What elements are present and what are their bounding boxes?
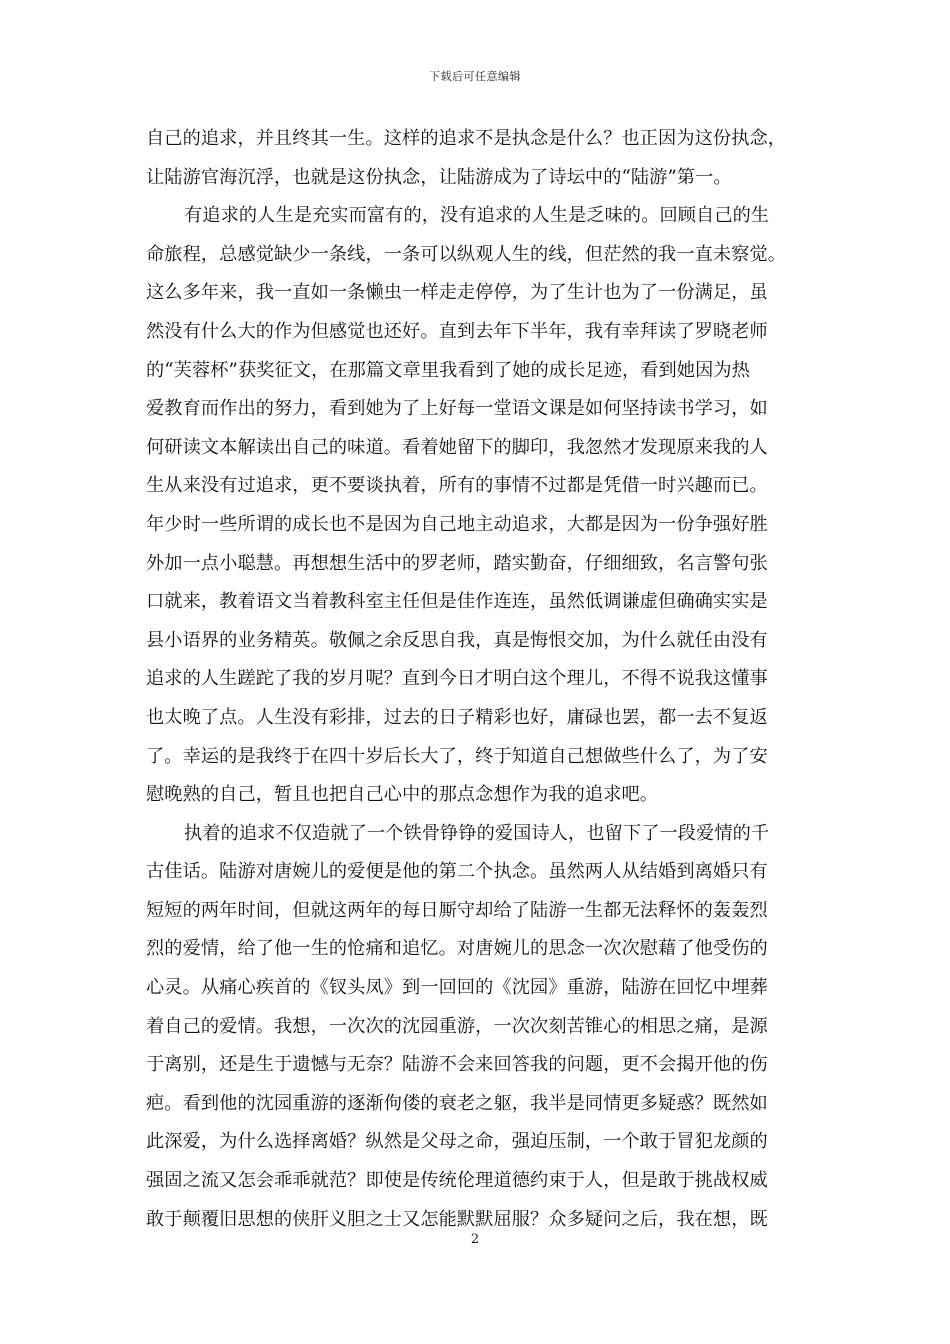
text-line: 慰晚熟的自己，暂且也把自己心中的那点念想作为我的追求吧。 bbox=[146, 784, 659, 806]
text-line: 命旅程，总感觉缺少一条线，一条可以纵观人生的线，但茫然的我一直未察觉。 bbox=[146, 243, 787, 265]
text-line: 生从来没有过追求，更不要谈执着，所有的事情不过都是凭借一时兴趣而已。 bbox=[146, 475, 768, 497]
page-header: 下载后可任意编辑 bbox=[429, 70, 521, 83]
text-line: 敢于颠覆旧思想的侠肝义胆之士又怎能默默屈服？众多疑问之后，我在想，既 bbox=[146, 1208, 768, 1230]
text-line: 烈的爱情，给了他一生的怆痛和追忆。对唐婉儿的思念一次次慰藉了他受伤的 bbox=[146, 938, 768, 960]
text-line: 追求的人生蹉跎了我的岁月呢？直到今日才明白这个理儿，不得不说我这懂事 bbox=[146, 668, 768, 690]
text-line: 的“芙蓉杯”获奖征文，在那篇文章里我看到了她的成长足迹，看到她因为热 bbox=[146, 359, 750, 381]
text-line: 也太晚了点。人生没有彩排，过去的日子精彩也好，庸碌也罢，都一去不复返 bbox=[146, 706, 768, 728]
text-line: 此深爱，为什么选择离婚？纵然是父母之命，强迫压制，一个敢于冒犯龙颜的 bbox=[146, 1131, 768, 1153]
text-line: 年少时一些所谓的成长也不是因为自己地主动追求，大都是因为一份争强好胜 bbox=[146, 513, 768, 535]
text-line: 然没有什么大的作为但感觉也还好。直到去年下半年，我有幸拜读了罗晓老师 bbox=[146, 320, 768, 342]
text-line: 何研读文本解读出自己的味道。看着她留下的脚印，我忽然才发现原来我的人 bbox=[146, 436, 768, 458]
text-line: 于离别，还是生于遗憾与无奈？陆游不会来回答我的问题，更不会揭开他的伤 bbox=[146, 1054, 768, 1076]
text-line: 强固之流又怎会乖乖就范？即使是传统伦理道德约束于人，但是敢于挑战权威 bbox=[146, 1170, 768, 1192]
text-line: 让陆游官海沉浮，也就是这份执念，让陆游成为了诗坛中的“陆游”第一。 bbox=[146, 166, 732, 188]
text-line: 自己的追求，并且终其一生。这样的追求不是执念是什么？也正因为这份执念， bbox=[146, 128, 787, 149]
text-line: 爱教育而作出的努力，看到她为了上好每一堂语文课是如何坚持读书学习，如 bbox=[146, 398, 768, 420]
text-line: 县小语界的业务精英。敬佩之余反思自我，真是悔恨交加，为什么就任由没有 bbox=[146, 629, 768, 651]
paragraph-first-line: 执着的追求不仅造就了一个铁骨铮铮的爱国诗人，也留下了一段爱情的千 bbox=[184, 822, 770, 844]
text-line: 疤。看到他的沈园重游的逐渐佝偻的衰老之躯，我半是同情更多疑惑？既然如 bbox=[146, 1092, 768, 1114]
text-line: 这么多年来，我一直如一条懒虫一样走走停停，为了生计也为了一份满足，虽 bbox=[146, 282, 768, 304]
text-line: 外加一点小聪慧。再想想生活中的罗老师，踏实勤奋，仔细细致，名言警句张 bbox=[146, 552, 768, 574]
text-line: 口就来，教着语文当着教科室主任但是佳作连连，虽然低调谦虚但确确实实是 bbox=[146, 591, 768, 613]
paragraph-first-line: 有追求的人生是充实而富有的，没有追求的人生是乏味的。回顾自己的生 bbox=[184, 205, 770, 227]
text-line: 心灵。从痛心疾首的《钗头凤》到一回回的《沈园》重游，陆游在回忆中埋葬 bbox=[146, 977, 768, 999]
page-number: 2 bbox=[470, 1232, 480, 1247]
text-line: 了。幸运的是我终于在四十岁后长大了，终于知道自己想做些什么了，为了安 bbox=[146, 745, 768, 767]
document-body bbox=[146, 120, 806, 1239]
text-line: 古佳话。陆游对唐婉儿的爱便是他的第二个执念。虽然两人从结婚到离婚只有 bbox=[146, 861, 768, 883]
text-line: 短短的两年时间，但就这两年的每日厮守却给了陆游一生都无法释怀的轰轰烈 bbox=[146, 899, 768, 921]
text-line: 着自己的爱情。我想，一次次的沈园重游，一次次刻苦锥心的相思之痛，是源 bbox=[146, 1015, 768, 1037]
